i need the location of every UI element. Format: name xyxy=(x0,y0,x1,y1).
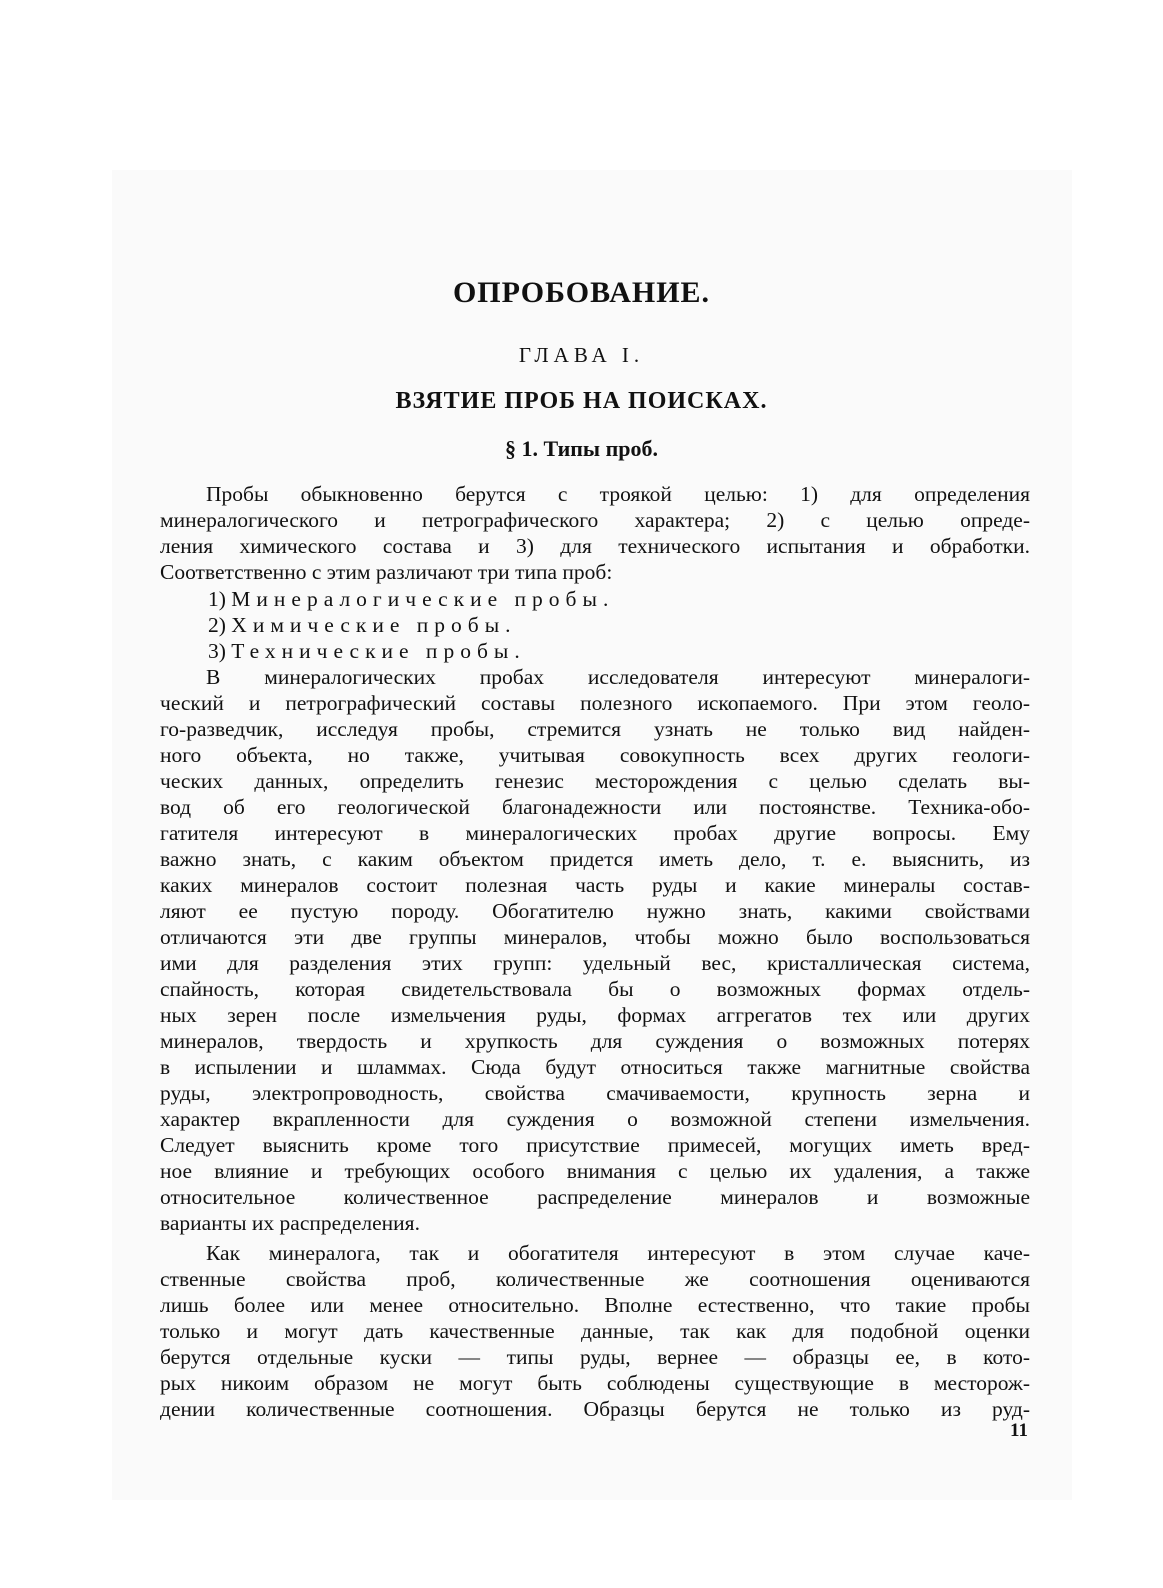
paragraph-line: только и могут дать качественные данные, так как для подобной оценки xyxy=(160,1319,1030,1343)
list-item xyxy=(208,586,1030,612)
paragraph-line: Как минералога, так и обогатителя интересуют в этом случае каче- xyxy=(206,1241,1030,1265)
page-number: 11 xyxy=(1010,1420,1028,1441)
paragraph-line: ное влияние и требующих особого внимания с целью их удаления, а также xyxy=(160,1159,1030,1183)
paragraph-line: дении количественные соотношения. Образцы берутся не только из руд- xyxy=(160,1397,1030,1421)
paragraph-line: Пробы обыкновенно берутся с троякой целью: 1) для определения xyxy=(206,482,1030,506)
list-item-text: Химические пробы. xyxy=(231,613,517,637)
paragraph-line: ных зерен после измельчения руды, формах аггрегатов тех или других xyxy=(160,1003,1030,1027)
page-title: ОПРОБОВАНИЕ. xyxy=(452,276,711,309)
paragraph-line: Следует выяснить кроме того присутствие примесей, могущих иметь вред- xyxy=(160,1133,1030,1157)
list-item-number: 3) xyxy=(208,639,226,663)
paragraph-line: ими для разделения этих групп: удельный вес, кристаллическая система, xyxy=(160,951,1030,975)
chapter-title: ВЗЯТИЕ ПРОБ НА ПОИСКАХ. xyxy=(395,388,768,414)
paragraph-line: минералогического и петрографического характера; 2) с целью опреде- xyxy=(160,508,1030,532)
paragraph-line: ческий и петрографический составы полезного ископаемого. При этом геоло- xyxy=(160,691,1030,715)
list-item-number: 2) xyxy=(208,613,226,637)
paragraph-line: берутся отдельные куски — типы руды, вернее — образцы ее, в кото- xyxy=(160,1345,1030,1369)
paragraph-line: ственные свойства проб, количественные же соотношения оцениваются xyxy=(160,1267,1030,1291)
paragraph-line: ческих данных, определить генезис месторождения с целью сделать вы- xyxy=(160,769,1030,793)
list-item-text: Технические пробы. xyxy=(231,639,526,663)
paragraph-line: относительное количественное распределение минералов и возможные xyxy=(160,1185,1030,1209)
paragraph-line: Соответственно с этим различают три типа проб: xyxy=(160,560,613,584)
section-heading: § 1. Типы проб. xyxy=(504,436,659,461)
chapter-heading: ГЛАВА I. xyxy=(518,343,645,367)
paragraph-line: характер вкрапленности для суждения о возможной степени измельчения. xyxy=(160,1107,1030,1131)
list-item-number: 1) xyxy=(208,587,226,611)
paragraph-line: ляют ее пустую породу. Обогатителю нужно знать, какими свойствами xyxy=(160,899,1030,923)
paragraph-line: минералов, твердость и хрупкость для суждения о возможных потерях xyxy=(160,1029,1030,1053)
list-item xyxy=(208,638,1030,664)
list-item xyxy=(208,612,1030,638)
paragraph-line: в испылении и шламмах. Сюда будут относиться также магнитные свойства xyxy=(160,1055,1030,1079)
paragraph-line: отличаются эти две группы минералов, чтобы можно было воспользоваться xyxy=(160,925,1030,949)
list-item-text: Минералогические пробы. xyxy=(231,587,615,611)
paragraph-line: гатителя интересуют в минералогических пробах другие вопросы. Ему xyxy=(160,821,1030,845)
paragraph-line: лишь более или менее относительно. Вполне естественно, что такие пробы xyxy=(160,1293,1030,1317)
paragraph-line: вод об его геологической благонадежности или постоянстве. Техника-обо- xyxy=(160,795,1030,819)
paragraph-line: рых никоим образом не могут быть соблюдены существующие в месторож- xyxy=(160,1371,1030,1395)
paragraph-line: го-разведчик, исследуя пробы, стремится узнать не только вид найден- xyxy=(160,717,1030,741)
paragraph-line: варианты их распределения. xyxy=(160,1211,420,1235)
paragraph-line: В минералогических пробах исследователя интересуют минералоги- xyxy=(206,665,1030,689)
paragraph-line: ления химического состава и 3) для технического испытания и обработки. xyxy=(160,534,1030,558)
paragraph-line: важно знать, с каким объектом придется иметь дело, т. е. выяснить, из xyxy=(160,847,1030,871)
paragraph-line: каких минералов состоит полезная часть руды и какие минералы состав- xyxy=(160,873,1030,897)
paragraph-line: спайность, которая свидетельствовала бы о возможных формах отдель- xyxy=(160,977,1030,1001)
paragraph-line: ного объекта, но также, учитывая совокупность всех других геологи- xyxy=(160,743,1030,767)
paragraph-line: руды, электропроводность, свойства смачиваемости, крупность зерна и xyxy=(160,1081,1030,1105)
